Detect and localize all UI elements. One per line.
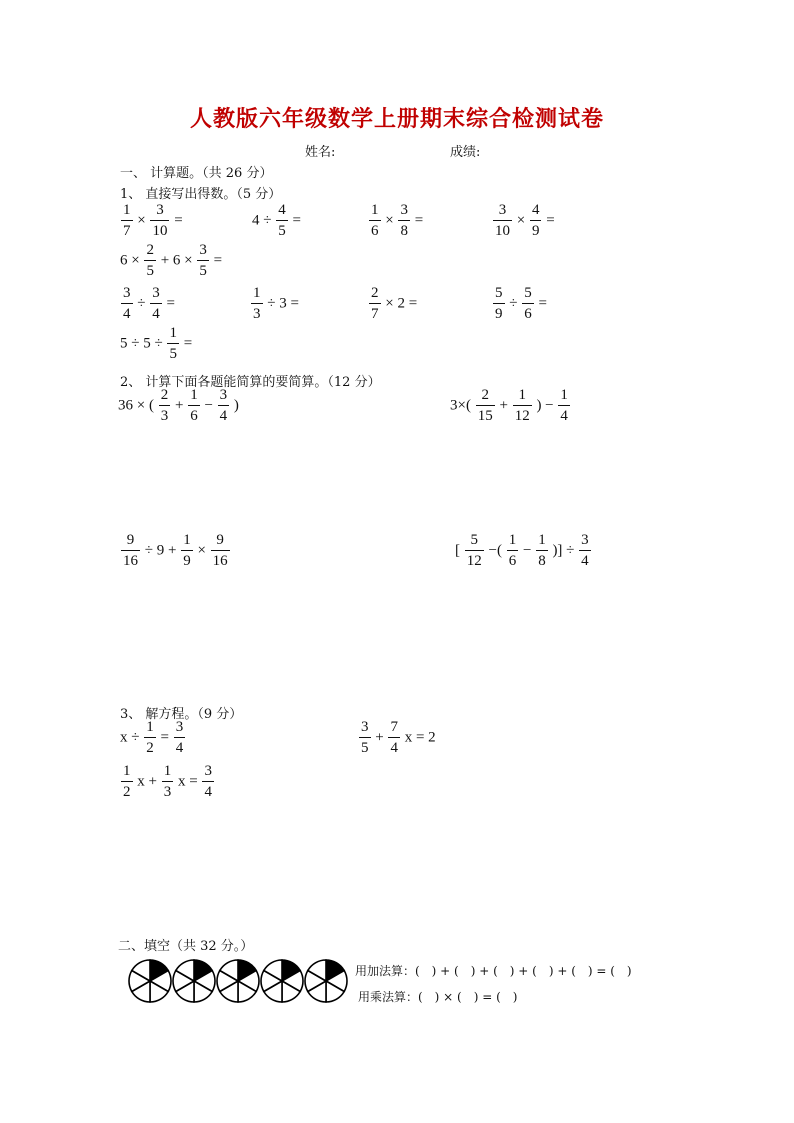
fraction-circle (305, 960, 347, 1002)
q1-item-9: $\frac{5}{9}$ ÷ $\frac{5}{6}$ = (495, 285, 547, 322)
fraction-circle (217, 960, 259, 1002)
q1-item-5: 6 × $\frac{2}{5}$ + 6 × $\frac{3}{5}$ = (120, 242, 223, 279)
q2-item-3: $\frac{9}{16}$ ÷ 9 + $\frac{1}{9}$ × $\frac{9}{16}$ (123, 532, 228, 569)
q1-item-4: $\frac{3}{10}$ × $\frac{4}{9}$ = (495, 202, 555, 239)
q2-heading: 2、 计算下面各题能简算的要简算。（12 分） (120, 375, 381, 390)
q1-item-1: $\frac{1}{7}$ × $\frac{3}{10}$ = (123, 202, 183, 239)
q1-item-3: $\frac{1}{6}$ × $\frac{3}{8}$ = (371, 202, 424, 239)
q3-item-1: x ÷ $\frac{1}{2}$ = $\frac{3}{4}$ (120, 719, 184, 756)
name-label: 姓名: (305, 145, 336, 160)
q2-item-2: 3×( $\frac{2}{15}$ + $\frac{1}{12}$ ) − $\frac{1}{4}$ (450, 387, 568, 424)
q1-item-2: 4 ÷ $\frac{4}{5}$ = (252, 202, 301, 239)
q3-heading: 3、 解方程。（9 分） (120, 707, 243, 722)
multiplication-fill-line: 用乘法算：( ) × ( ) = ( ) (358, 990, 518, 1004)
q1-item-6: $\frac{3}{4}$ ÷ $\frac{3}{4}$ = (123, 285, 175, 322)
section2-heading: 二、填空（共 32 分。） (118, 939, 254, 954)
q1-heading: 1、 直接写出得数。（5 分） (120, 187, 282, 202)
fraction-circles (128, 959, 354, 1003)
q1-item-10: 5 ÷ 5 ÷ $\frac{1}{5}$ = (120, 325, 193, 362)
fraction-circle (261, 960, 303, 1002)
q1-item-8: $\frac{2}{7}$ × 2 = (371, 285, 418, 322)
fraction-circle (173, 960, 215, 1002)
fraction-circle (129, 960, 171, 1002)
page-title: 人教版六年级数学上册期末综合检测试卷 (189, 106, 604, 132)
q3-item-3: $\frac{1}{2}$ x + $\frac{1}{3}$ x = $\frac{3}{4}$ (123, 763, 212, 800)
q3-item-2: $\frac{3}{5}$ + $\frac{7}{4}$ x = 2 (361, 719, 436, 756)
addition-fill-line: 用加法算：( ) + ( ) + ( ) + ( ) + ( ) = ( ) (355, 964, 632, 978)
q2-item-4: [ $\frac{5}{12}$ −( $\frac{1}{6}$ − $\frac{1}{8}$ )] ÷ $\frac{3}{4}$ (455, 532, 589, 569)
score-label: 成绩: (450, 145, 481, 160)
section1-heading: 一、 计算题。（共 26 分） (120, 166, 273, 181)
q2-item-1: 36 × ( $\frac{2}{3}$ + $\frac{1}{6}$ − $\frac{3}{4}$ ) (118, 387, 239, 424)
q1-item-7: $\frac{1}{3}$ ÷ 3 = (253, 285, 299, 322)
